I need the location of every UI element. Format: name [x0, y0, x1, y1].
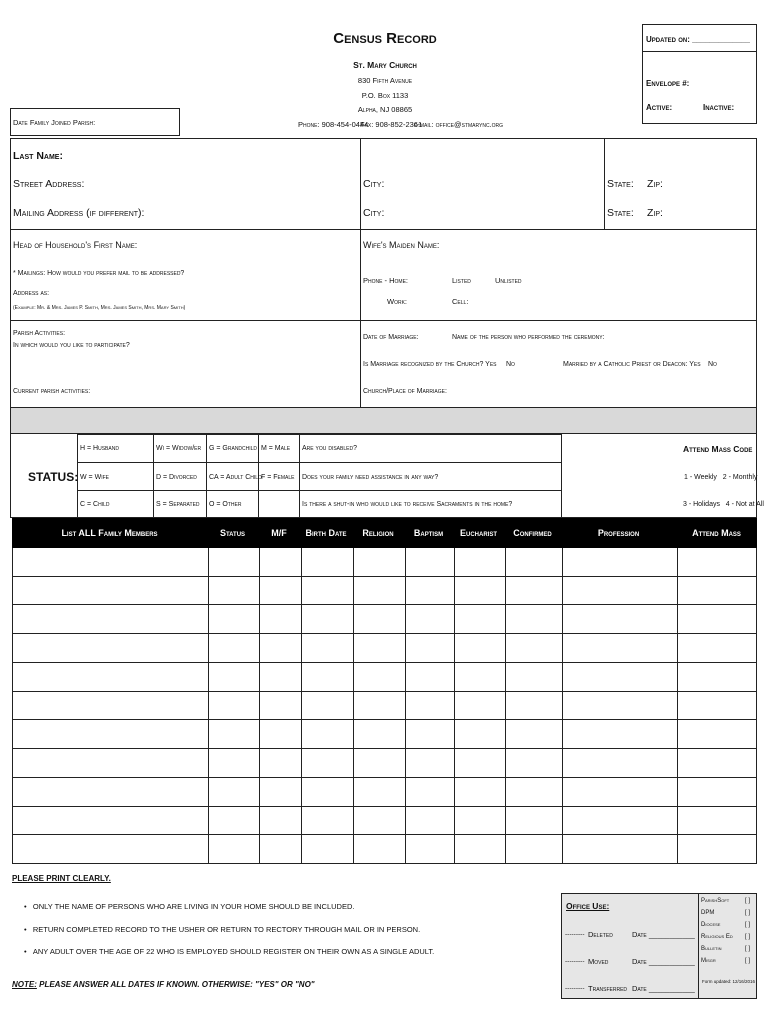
divider — [299, 434, 300, 518]
col-eucharist: Eucharist — [459, 528, 497, 538]
office-check-label: Misgr — [701, 958, 716, 964]
moved-label[interactable]: Moved — [588, 957, 609, 966]
church-place-label[interactable]: Church/Place of Marriage: — [363, 388, 447, 395]
address-line-3: Alpha, NJ 08865 — [357, 105, 413, 114]
office-check-item[interactable] — [701, 958, 755, 964]
deleted-dash: --------- — [565, 931, 585, 938]
divider — [10, 229, 757, 230]
col-profession: Profession — [597, 528, 640, 538]
table-row[interactable] — [13, 577, 756, 606]
col-religion: Religion — [362, 528, 394, 538]
checkbox-bracket[interactable]: [ ] — [745, 934, 751, 940]
church-name: St. Mary Church — [353, 60, 417, 70]
moved-date[interactable]: Date ___________ — [632, 957, 695, 966]
code-child: C = Child — [80, 501, 110, 508]
married-by-priest-label[interactable]: Married by a Catholic Priest or Deacon: Yes — [563, 361, 701, 368]
office-check-label: Diocese — [701, 922, 721, 928]
head-first-name-label[interactable]: Head of Household's First Name: — [13, 240, 138, 250]
moved-dash: --------- — [565, 958, 585, 965]
phone-number: Phone: 908-454-0444 — [298, 120, 369, 129]
divider — [259, 548, 260, 864]
code-grandchild: G = Grandchild — [209, 445, 258, 452]
divider — [208, 548, 209, 864]
divider — [562, 548, 563, 864]
divider — [77, 434, 561, 435]
separator-band — [10, 408, 757, 434]
office-check-item[interactable] — [701, 946, 755, 952]
mailing-zip-label[interactable]: Zip: — [647, 207, 663, 219]
office-use-title: Office Use: — [566, 901, 610, 911]
mailing-state-label[interactable]: State: — [607, 207, 634, 219]
code-widow: Wi = Widow/er — [156, 445, 202, 452]
divider — [206, 434, 207, 518]
code-other: O = Other — [209, 501, 242, 508]
bullet-1-text: ONLY THE NAME OF PERSONS WHO ARE LIVING IN YOUR HOME SHOULD BE INCLUDED. — [32, 902, 355, 911]
col-attend-mass: Attend Mass — [692, 528, 741, 538]
divider — [698, 894, 699, 998]
disabled-question[interactable]: Are you disabled? — [302, 445, 357, 452]
bullet-1: • ONLY THE NAME OF PERSONS WHO ARE LIVING IN YOUR HOME SHOULD BE INCLUDED. — [24, 902, 355, 911]
divider — [561, 434, 562, 518]
marriage-recognized-no[interactable]: No — [506, 361, 515, 368]
divider — [77, 462, 561, 463]
divider — [301, 548, 302, 864]
updated-on-label[interactable]: Updated on: _____________ — [646, 35, 750, 44]
col-birth-date: Birth Date — [305, 528, 347, 538]
divider — [353, 548, 354, 864]
attend-mass-code-title: Attend Mass Code — [683, 444, 753, 454]
divider — [505, 548, 506, 864]
assistance-question[interactable]: Does your family need assistance in any way? — [302, 474, 439, 481]
col-confirmed: Confirmed — [513, 528, 552, 538]
date-of-marriage-label[interactable]: Date of Marriage: — [363, 334, 419, 341]
city-label[interactable]: City: — [363, 178, 385, 190]
bullet-2-text: RETURN COMPLETED RECORD TO THE USHER OR RETURN TO RECTORY THROUGH MAIL OR IN PERSON. — [32, 925, 421, 934]
deleted-date[interactable]: Date ___________ — [632, 930, 695, 939]
note-prefix: NOTE: — [12, 980, 37, 989]
code-wife: W = Wife — [80, 474, 109, 481]
last-name-label[interactable]: Last Name: — [13, 150, 63, 162]
transferred-date[interactable]: Date ___________ — [632, 984, 695, 993]
table-row[interactable] — [13, 663, 756, 692]
table-row[interactable] — [13, 720, 756, 749]
table-row[interactable] — [13, 605, 756, 634]
family-table-body — [12, 548, 757, 864]
note-text: PLEASE ANSWER ALL DATES IF KNOWN. OTHERWISE: "YES" OR "NO" — [36, 980, 315, 989]
office-check-item[interactable] — [701, 922, 755, 928]
checkbox-bracket[interactable]: [ ] — [745, 898, 751, 904]
office-check-label: Religious Ed — [701, 934, 733, 940]
active-label[interactable]: Active: — [646, 103, 673, 112]
street-address-label[interactable]: Street Address: — [13, 178, 85, 190]
col-sex: M/F — [271, 528, 287, 538]
checkbox-bracket[interactable]: [ ] — [745, 946, 751, 952]
checkbox-bracket[interactable]: [ ] — [745, 922, 751, 928]
wife-maiden-label[interactable]: Wife's Maiden Name: — [363, 240, 440, 250]
office-check-label: DPM — [701, 910, 715, 916]
bullet-2: • RETURN COMPLETED RECORD TO THE USHER OR RETURN TO RECTORY THROUGH MAIL OR IN PERSON. — [24, 925, 421, 934]
work-phone-label[interactable]: Work: — [387, 297, 407, 306]
deleted-label[interactable]: Deleted — [588, 930, 613, 939]
table-row[interactable] — [13, 634, 756, 663]
office-check-item[interactable] — [701, 934, 755, 940]
mailings-question: * Mailings: How would you prefer mail to be addressed? — [13, 270, 185, 277]
attend-code-1-2: 1 - Weekly 2 - Monthly — [684, 474, 758, 481]
updated-box — [642, 24, 757, 124]
form-updated-note: Form updated: 12/16/2016 — [702, 979, 756, 984]
office-check-label: ParishSoft — [701, 898, 730, 904]
mailing-city-label[interactable]: City: — [363, 207, 385, 219]
married-by-priest-no[interactable]: No — [708, 361, 717, 368]
marriage-recognized-label[interactable]: Is Marriage recognized by the Church? Yes — [363, 361, 497, 368]
col-status: Status — [219, 528, 246, 538]
code-separated: S = Separated — [156, 501, 200, 508]
status-label: STATUS: — [28, 470, 79, 484]
address-line-2: P.O. Box 1133 — [361, 91, 409, 100]
code-divorced: D = Divorced — [156, 474, 197, 481]
page-title: Census Record — [333, 30, 437, 47]
divider — [360, 138, 361, 408]
date-joined-label: Date Family Joined Parish: — [13, 118, 96, 127]
office-use-box — [561, 893, 757, 999]
inactive-label[interactable]: Inactive: — [703, 103, 735, 112]
code-male: M = Male — [261, 445, 291, 452]
note-line — [12, 980, 315, 989]
parish-activities-label[interactable]: Parish Activities: — [13, 330, 66, 337]
table-row[interactable] — [13, 807, 756, 836]
divider — [643, 51, 756, 52]
bullet-3: • ANY ADULT OVER THE AGE OF 22 WHO IS EMPLOYED SHOULD REGISTER ON THEIR OWN AS A SINGLE ADULT. — [24, 947, 435, 956]
officiant-name-label[interactable]: Name of the person who performed the ceremony: — [452, 334, 605, 341]
divider — [604, 138, 605, 229]
address-example: (Example: Mr. & Mrs. James P. Smith, Mrs. James Smith, Mrs. Mary Smith) — [13, 305, 186, 311]
shut-in-question[interactable]: Is there a shut-in who would like to receive Sacraments in the home? — [302, 501, 513, 508]
participate-question: In which would you like to participate? — [13, 342, 130, 349]
divider — [153, 434, 154, 518]
transferred-dash: --------- — [565, 985, 585, 992]
col-family-members: List ALL Family Members — [61, 528, 158, 538]
print-clearly-notice: PLEASE PRINT CLEARLY. — [12, 874, 111, 883]
divider — [10, 320, 757, 321]
fax-number: Fax: 908-852-2361 — [360, 120, 423, 129]
divider — [77, 490, 561, 491]
address-line-1: 830 Fifth Avenue — [357, 76, 413, 85]
unlisted-label[interactable]: Unlisted — [495, 276, 522, 285]
office-check-item[interactable] — [701, 898, 755, 904]
table-row[interactable] — [13, 548, 756, 577]
email-address: e-mail: office@stmarync.org — [414, 120, 504, 129]
mailing-address-label[interactable]: Mailing Address (if different): — [13, 207, 145, 219]
address-as-label[interactable]: Address as: — [13, 290, 50, 297]
transferred-label[interactable]: Transferred — [588, 984, 628, 993]
checkbox-bracket[interactable]: [ ] — [745, 958, 751, 964]
current-activities-label[interactable]: Current parish activities: — [13, 388, 91, 395]
checkbox-bracket[interactable]: [ ] — [745, 910, 751, 916]
cell-phone-label[interactable]: Cell: — [452, 297, 469, 306]
phone-home-label[interactable]: Phone - Home: — [363, 276, 409, 285]
code-female: F = Female — [261, 474, 295, 481]
table-row[interactable] — [13, 778, 756, 807]
divider — [677, 548, 678, 864]
date-joined-field[interactable] — [10, 108, 180, 136]
divider — [405, 548, 406, 864]
col-baptism: Baptism — [413, 528, 444, 538]
code-husband: H = Husband — [80, 445, 119, 452]
table-row[interactable] — [13, 692, 756, 721]
state-label[interactable]: State: — [607, 178, 634, 190]
office-check-label: Bulletin — [701, 946, 722, 952]
code-adult-child: CA = Adult Child — [209, 474, 262, 481]
listed-label[interactable]: Listed — [452, 276, 471, 285]
office-check-item[interactable] — [701, 910, 755, 916]
zip-label[interactable]: Zip: — [647, 178, 663, 190]
divider — [454, 548, 455, 864]
attend-code-3-4: 3 - Holidays 4 - Not at All — [683, 501, 764, 508]
envelope-label[interactable]: Envelope #: — [646, 79, 690, 88]
table-row[interactable] — [13, 835, 756, 864]
bullet-3-text: ANY ADULT OVER THE AGE OF 22 WHO IS EMPLOYED SHOULD REGISTER ON THEIR OWN AS A SINGLE ADULT. — [32, 947, 435, 956]
table-row[interactable] — [13, 749, 756, 778]
